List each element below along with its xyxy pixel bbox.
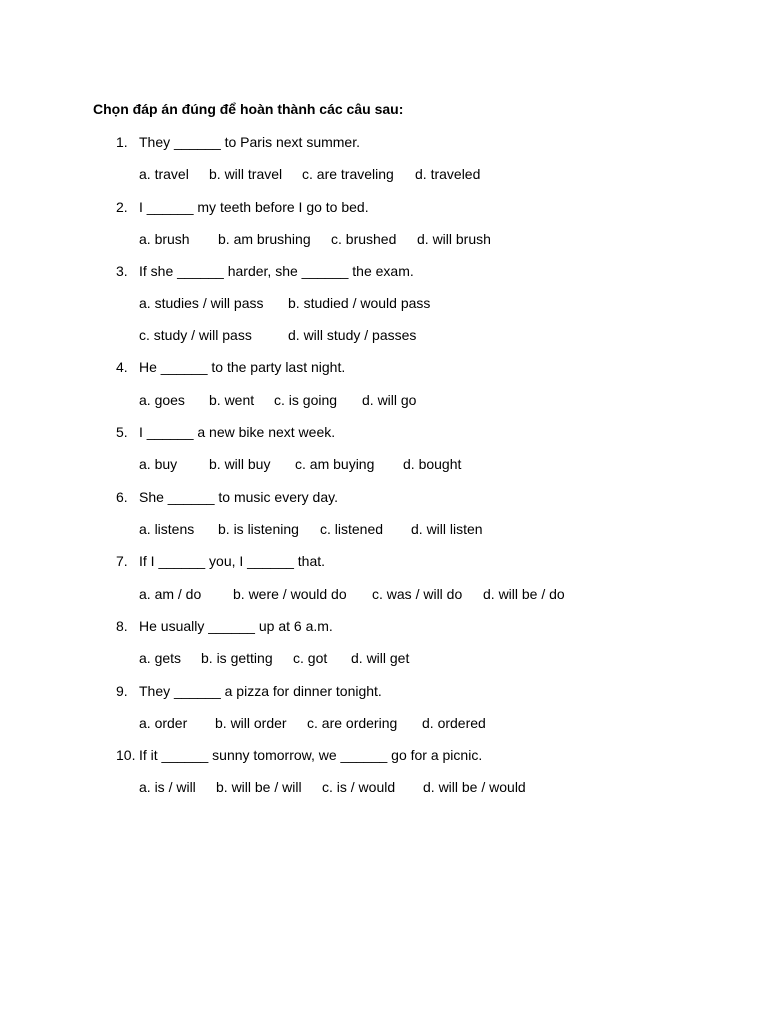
option-a: a. order	[139, 715, 188, 731]
option-b: b. were / would do	[233, 586, 347, 602]
option-d: d. traveled	[415, 166, 481, 182]
question-number: 5.	[116, 424, 128, 440]
option-b: b. am brushing	[218, 231, 311, 247]
option-c: c. got	[293, 650, 328, 666]
option-b: b. will order	[215, 715, 287, 731]
option-d: d. will brush	[417, 231, 491, 247]
option-d: d. will get	[351, 650, 410, 666]
option-a: a. studies / will pass	[139, 295, 264, 311]
option-c: c. is going	[274, 392, 338, 408]
option-c: c. are ordering	[307, 715, 398, 731]
option-d: d. ordered	[422, 715, 486, 731]
option-c: c. study / will pass	[139, 327, 252, 343]
option-c: c. listened	[320, 521, 384, 537]
question-number: 4.	[116, 359, 128, 375]
question-number: 6.	[116, 489, 128, 505]
option-d: d. will go	[362, 392, 417, 408]
question-number: 9.	[116, 683, 128, 699]
option-c: c. brushed	[331, 231, 397, 247]
option-c: c. am buying	[295, 456, 375, 472]
question-number: 2.	[116, 199, 128, 215]
question-text: If it ______ sunny tomorrow, we ______ go for a picnic.	[139, 747, 483, 763]
option-b: b. went	[209, 392, 255, 408]
option-a: a. is / will	[139, 779, 196, 795]
question-number: 3.	[116, 263, 128, 279]
question-text: If I ______ you, I ______ that.	[139, 553, 326, 569]
option-b: b. is listening	[218, 521, 299, 537]
option-b: b. will travel	[209, 166, 283, 182]
option-c: c. is / would	[322, 779, 396, 795]
option-d: d. bought	[403, 456, 462, 472]
question-number: 1.	[116, 134, 128, 150]
option-a: a. buy	[139, 456, 178, 472]
option-b: b. is getting	[201, 650, 273, 666]
question-text: I ______ a new bike next week.	[139, 424, 336, 440]
question-text: He usually ______ up at 6 a.m.	[139, 618, 333, 634]
question-number: 8.	[116, 618, 128, 634]
option-a: a. listens	[139, 521, 195, 537]
option-d: d. will be / would	[423, 779, 526, 795]
option-b: b. studied / would pass	[288, 295, 431, 311]
option-a: a. goes	[139, 392, 185, 408]
question-text: She ______ to music every day.	[139, 489, 338, 505]
option-a: a. am / do	[139, 586, 202, 602]
option-b: b. will buy	[209, 456, 271, 472]
option-b: b. will be / will	[216, 779, 302, 795]
option-a: a. gets	[139, 650, 182, 666]
option-d: d. will listen	[411, 521, 483, 537]
instruction-heading: Chọn đáp án đúng để hoàn thành các câu sau:	[93, 101, 404, 117]
question-text: If she ______ harder, she ______ the exam.	[139, 263, 414, 279]
option-a: a. brush	[139, 231, 190, 247]
question-number: 7.	[116, 553, 128, 569]
question-text: They ______ to Paris next summer.	[139, 134, 360, 150]
question-text: They ______ a pizza for dinner tonight.	[139, 683, 382, 699]
option-a: a. travel	[139, 166, 189, 182]
question-text: I ______ my teeth before I go to bed.	[139, 199, 369, 215]
question-number: 10.	[116, 747, 136, 763]
option-d: d. will be / do	[483, 586, 565, 602]
option-d: d. will study / passes	[288, 327, 417, 343]
option-c: c. was / will do	[372, 586, 463, 602]
option-c: c. are traveling	[302, 166, 394, 182]
question-text: He ______ to the party last night.	[139, 359, 346, 375]
